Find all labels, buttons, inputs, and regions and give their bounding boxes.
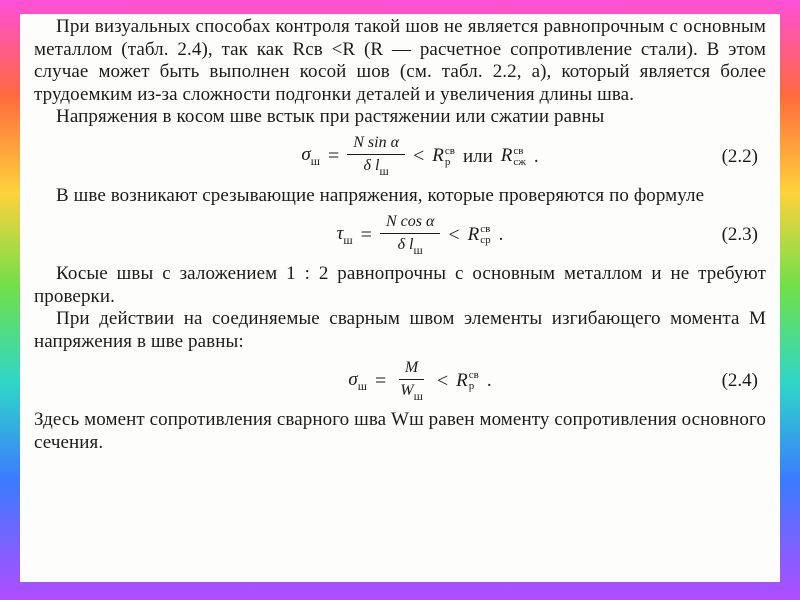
formula-or: или xyxy=(462,145,493,167)
paragraph-oblique-welds: Косые швы с заложением 1 : 2 равнопрочны с основным металлом и не требуют проверки. xyxy=(34,263,766,307)
paragraph-bending-moment: При действии на соединяемые сварным швом элементы изгибающего момента M напряжения в шве равны: xyxy=(34,308,766,352)
formula-end: . xyxy=(486,370,492,391)
equals-sign: = xyxy=(375,369,387,392)
formula-end: . xyxy=(498,224,504,245)
paragraph-shear-stress: В шве возникают срезывающие напряжения, которые проверяются по формуле xyxy=(56,184,705,206)
formula-lhs: $\tau_ш$ xyxy=(336,222,353,247)
fraction-denominator: δ $l_ш$ xyxy=(397,235,423,257)
formula-number: (2.3) xyxy=(721,224,758,245)
fraction-numerator: N cos α xyxy=(380,213,440,234)
fraction-denominator: $W_ш$ xyxy=(400,381,423,403)
formula-2-3 xyxy=(34,207,766,263)
less-than-sign: < xyxy=(436,369,449,392)
formula-r-tension: R св р xyxy=(432,144,455,168)
formula-number: (2.2) xyxy=(721,145,758,167)
equals-sign: = xyxy=(327,145,340,167)
document-page xyxy=(20,14,780,582)
formula-2-2 xyxy=(34,129,766,185)
formula-end: . xyxy=(533,145,539,167)
fraction xyxy=(394,359,429,404)
formula-2-4 xyxy=(34,353,766,409)
less-than-sign: < xyxy=(413,145,425,167)
fraction-denominator: δ $l_ш$ xyxy=(363,157,389,178)
formula-lhs: $\sigma_ш$ xyxy=(348,368,368,393)
paragraph-section-modulus: Здесь момент сопротивления сварного шва Wш равен моменту сопротивления основного сечения. xyxy=(34,409,766,453)
formula-r-shear: R св ср xyxy=(467,223,491,247)
formula-r-compression: R св сж xyxy=(500,144,526,168)
fraction xyxy=(347,134,405,179)
equals-sign: = xyxy=(360,223,372,246)
paragraph-visual-control: При визуальных способах контроля такой шов не является равнопрочным с основным металлом (табл. 2.4), так как Rсв <R (R — расчетное сопротивление стали). В этом случае может быть выполнен косой шов (см. табл. 2.2, а), который является более трудоемким из-за сложности подгонки деталей и увеличения длины шва. xyxy=(34,16,766,105)
fraction xyxy=(380,213,440,258)
fraction-numerator: N sin α xyxy=(347,134,405,155)
less-than-sign: < xyxy=(448,223,460,246)
formula-lhs: $\sigma_ш$ xyxy=(301,144,320,168)
formula-number: (2.4) xyxy=(721,370,758,391)
fraction-numerator: M xyxy=(399,359,424,380)
paragraph-stress-oblique: Напряжения в косом шве встык при растяжении или сжатии равны xyxy=(56,106,605,127)
formula-r-tension: R св р xyxy=(456,369,479,393)
